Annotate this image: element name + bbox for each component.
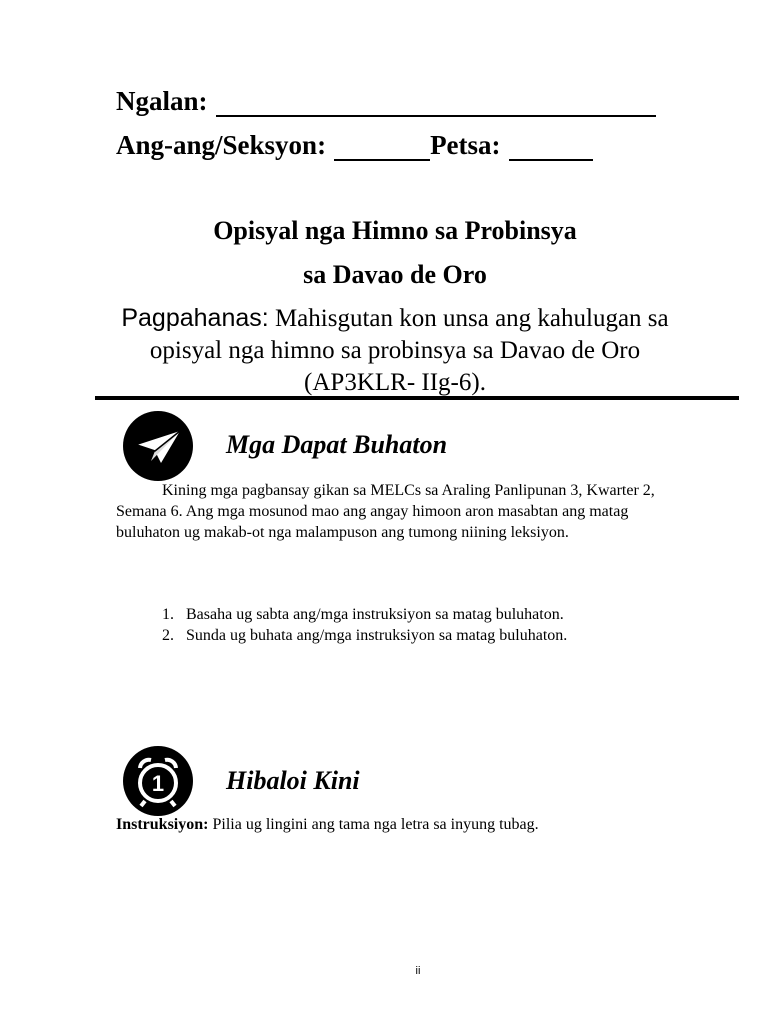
name-field-row <box>116 86 656 117</box>
instruction-text: Pilia ug lingini ang tama nga letra sa inyung tubag. <box>208 816 539 833</box>
svg-text:1: 1 <box>151 771 165 796</box>
list-item: 1. Basaha ug sabta ang/mga instruksiyon sa matag buluhaton. <box>162 606 564 623</box>
document-title-line1: Opisyal nga Himno sa Probinsya <box>213 216 577 245</box>
objective-label: Pagpahanas: <box>121 304 269 332</box>
alarm-clock-icon <box>123 746 193 816</box>
grade-section-blank[interactable] <box>334 137 430 161</box>
section1-paragraph: Kining mga pagbansay gikan sa MELCs sa Araling Panlipunan 3, Kwarter 2, Semana 6. Ang mga mosunod mao ang angay himoon aron masabtan ang matag buluhaton ug makab-ot nga malampuson ang tumong niining leksiyon. <box>116 482 655 541</box>
objective-line2: opisyal nga himno sa probinsya sa Davao de Oro <box>149 337 641 364</box>
grade-date-field-row <box>116 130 593 161</box>
objective-line1: Mahisgutan kon unsa ang kahulugan sa <box>268 305 669 332</box>
name-label: Ngalan: <box>116 86 208 116</box>
paper-plane-icon <box>123 411 193 481</box>
date-blank[interactable] <box>509 137 593 161</box>
section2-instruction <box>116 814 676 835</box>
document-title-line2: sa Davao de Oro <box>303 260 487 289</box>
name-blank[interactable] <box>216 93 656 117</box>
objective <box>0 302 768 399</box>
grade-section-label: Ang-ang/Seksyon: <box>116 130 327 160</box>
list-item: 2. Sunda ug buhata ang/mga instruksiyon sa matag buluhaton. <box>162 627 568 644</box>
date-label: Petsa: <box>430 130 501 160</box>
objective-line3: (AP3KLR- IIg-6). <box>304 369 486 396</box>
horizontal-divider <box>95 396 739 400</box>
section1-list <box>162 604 682 646</box>
section1-heading: Mga Dapat Buhaton <box>226 430 448 459</box>
page-number: ii <box>415 965 421 977</box>
section2-heading: Hibaloi Kini <box>226 766 360 795</box>
instruction-label: Instruksiyon: <box>116 816 209 833</box>
